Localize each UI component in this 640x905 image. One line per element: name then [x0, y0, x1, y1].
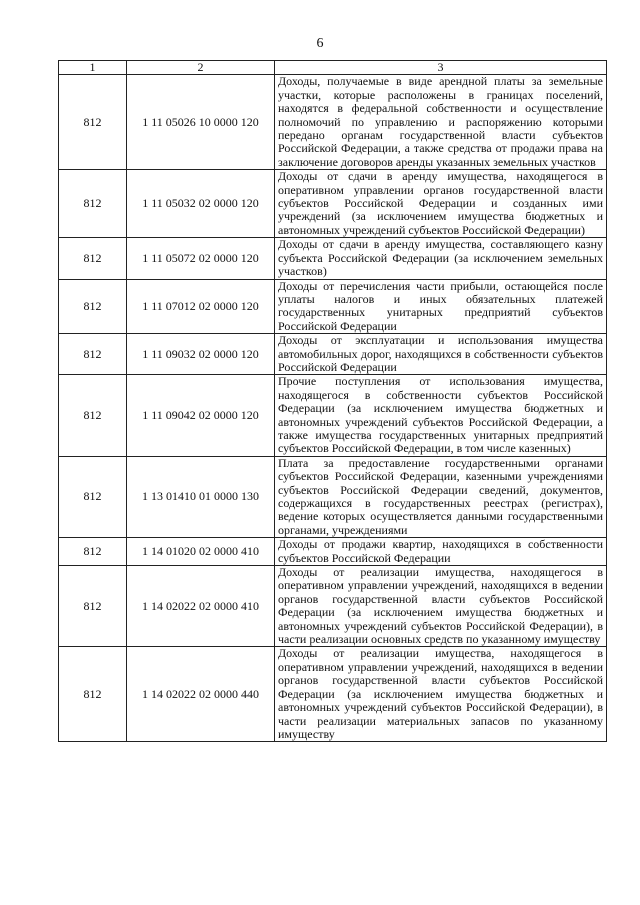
description-cell: Доходы, получаемые в виде арендной платы за земельные участки, которые расположены в границах поселений, находятся в федеральной собственности и осуществление полномочий по управлению и распоряжению которыми передано органам государственной власти субъектов Российской Федерации, а также средства от продажи права на заключение договоров аренды указанных земельных участков [275, 75, 607, 170]
revenue-code-cell: 1 13 01410 01 0000 130 [127, 456, 275, 537]
revenue-code-cell: 1 14 02022 02 0000 440 [127, 647, 275, 742]
table-row [59, 538, 607, 566]
table-header-row [59, 61, 607, 75]
column-header-3: 3 [275, 61, 607, 75]
table-row [59, 170, 607, 238]
table-row [59, 238, 607, 279]
revenue-code-cell: 1 11 09032 02 0000 120 [127, 334, 275, 375]
description-cell: Прочие поступления от использования имущества, находящегося в собственности субъектов Российской Федерации (за исключением имущества бюджетных и автономных учреждений субъектов Российской Федерации, а также имущества государственных унитарных предприятий субъектов Российской Федерации, в том числе казенных) [275, 375, 607, 456]
revenue-code-cell: 1 14 01020 02 0000 410 [127, 538, 275, 566]
revenue-code-cell: 1 14 02022 02 0000 410 [127, 566, 275, 647]
admin-code-cell: 812 [59, 647, 127, 742]
description-cell: Доходы от эксплуатации и использования имущества автомобильных дорог, находящихся в собственности субъектов Российской Федерации [275, 334, 607, 375]
description-cell: Доходы от перечисления части прибыли, остающейся после уплаты налогов и иных обязательных платежей государственных унитарных предприятий субъектов Российской Федерации [275, 279, 607, 334]
revenue-code-cell: 1 11 09042 02 0000 120 [127, 375, 275, 456]
table-row [59, 647, 607, 742]
admin-code-cell: 812 [59, 75, 127, 170]
column-header-2: 2 [127, 61, 275, 75]
admin-code-cell: 812 [59, 238, 127, 279]
description-cell: Доходы от сдачи в аренду имущества, составляющего казну субъекта Российской Федерации (за исключением земельных участков) [275, 238, 607, 279]
revenue-code-cell: 1 11 05032 02 0000 120 [127, 170, 275, 238]
revenue-code-cell: 1 11 07012 02 0000 120 [127, 279, 275, 334]
description-cell: Доходы от реализации имущества, находящегося в оперативном управлении учреждений, находящихся в ведении органов государственной власти субъектов Российской Федерации (за исключением имущества бюджетных и автономных учреждений субъектов Российской Федерации), в части реализации основных средств по указанному имуществу [275, 566, 607, 647]
revenue-code-cell: 1 11 05026 10 0000 120 [127, 75, 275, 170]
revenue-codes-table [58, 60, 607, 742]
table-row [59, 456, 607, 537]
revenue-code-cell: 1 11 05072 02 0000 120 [127, 238, 275, 279]
admin-code-cell: 812 [59, 279, 127, 334]
admin-code-cell: 812 [59, 456, 127, 537]
table-row [59, 279, 607, 334]
table-row [59, 334, 607, 375]
description-cell: Доходы от продажи квартир, находящихся в собственности субъектов Российской Федерации [275, 538, 607, 566]
page-number: 6 [316, 36, 324, 51]
table-row [59, 566, 607, 647]
admin-code-cell: 812 [59, 170, 127, 238]
column-header-1: 1 [59, 61, 127, 75]
table-row [59, 375, 607, 456]
admin-code-cell: 812 [59, 334, 127, 375]
table-row [59, 75, 607, 170]
description-cell: Плата за предоставление государственными органами субъектов Российской Федерации, казенными учреждениями субъектов Российской Федерации сведений, документов, содержащихся в государственных реестрах (регистрах), ведение которых осуществляется данными государственными органами, учреждениями [275, 456, 607, 537]
description-cell: Доходы от реализации имущества, находящегося в оперативном управлении учреждений, находящихся в ведении органов государственной власти субъектов Российской Федерации (за исключением имущества бюджетных и автономных учреждений субъектов Российской Федерации), в части реализации материальных запасов по указанному имуществу [275, 647, 607, 742]
admin-code-cell: 812 [59, 538, 127, 566]
admin-code-cell: 812 [59, 375, 127, 456]
description-cell: Доходы от сдачи в аренду имущества, находящегося в оперативном управлении органов государственной власти субъектов Российской Федерации и созданных ими учреждений (за исключением имущества бюджетных и автономных учреждений субъектов Российской Федерации) [275, 170, 607, 238]
admin-code-cell: 812 [59, 566, 127, 647]
